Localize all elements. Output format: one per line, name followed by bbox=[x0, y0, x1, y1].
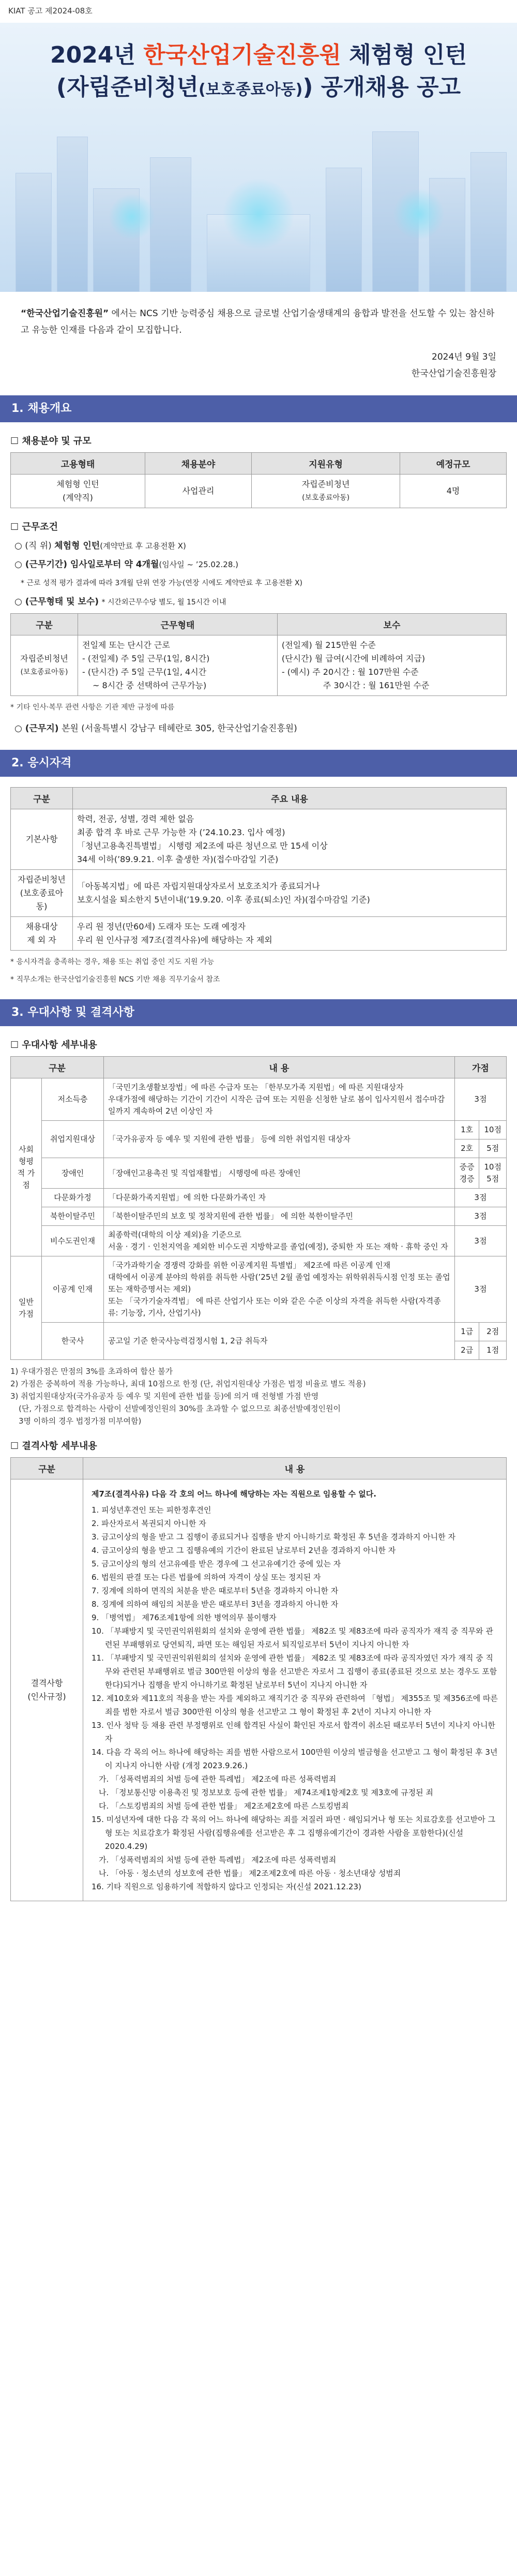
cell: 1급 bbox=[454, 1323, 479, 1341]
cell: 「국가과학기술 경쟁력 강화를 위한 이공계지원 특별법」 제2조에 따른 이공계 인재 대학에서 이공계 분야의 학위를 취득한 사람(’25년 2월 졸업 예정자는 위학위취득시점 인정 또는 졸업 또는 재학증명서는 제외) 또는 「국가기술자격법」 에 따른 산업기사 또는 이와 같은 수준 이상의 자격을 취득한 사람(자격종류: 기능장, 기사, 산업기사) bbox=[104, 1256, 455, 1323]
cell: 저소득층 bbox=[42, 1078, 104, 1121]
cell: 다문화가정 bbox=[42, 1189, 104, 1207]
cell: 1점 bbox=[479, 1341, 507, 1360]
hero-glow bbox=[222, 178, 295, 250]
cell: 2호 bbox=[454, 1139, 479, 1158]
notice-number: KIAT 공고 제2024-08호 bbox=[8, 6, 93, 16]
cell: 10점 5점 bbox=[479, 1158, 507, 1189]
cell: 10점 bbox=[479, 1121, 507, 1139]
disqualification-table bbox=[10, 1457, 507, 1901]
hero-building bbox=[150, 157, 191, 292]
cell: 체험형 인턴 (계약직) bbox=[11, 475, 145, 508]
period-note: * 근로 성적 평가 결과에 따라 3개월 단위 연장 가능(연장 시에도 계약만료 후 고용전환 X) bbox=[21, 579, 303, 587]
cell: 최종학력(대학의 이상 제외)을 기준으로 서울 · 경기 · 인천지역을 제외한 비수도권 지방학교를 졸업(예정), 중퇴한 자 또는 재학 · 휴학 중인 자 bbox=[104, 1226, 455, 1256]
cell: 「다문화가족지원법」에 의한 다문화가족인 자 bbox=[104, 1189, 455, 1207]
list-item: 4. 금고이상의 형을 받고 그 집행유예의 기간이 완료된 날로부터 2년을 경과하지 아니한 자 bbox=[92, 1546, 396, 1555]
section-2-header: 2. 응시자격 bbox=[0, 750, 517, 777]
cell: 「아동복지법」에 따른 자립지원대상자로서 보호조치가 종료되거나 보호시설을 퇴소한지 5년이내(’19.9.20. 이후 종료(퇴소)인 자)(접수마감일 기준) bbox=[73, 870, 507, 917]
cell: 2점 bbox=[479, 1323, 507, 1341]
cell: 3점 bbox=[454, 1207, 506, 1226]
cell: (전일제) 월 215만원 수준 (단시간) 월 급여(시간에 비례하여 지급) - (예시) 주 20시간 : 월 107만원 수준 주 30시간 : 월 161만원 수준 bbox=[277, 635, 506, 696]
list-item: 11. 「부패방지 및 국민권익위원회의 설치와 운영에 관한 법률」 제82조 및 제83조에 따라 공직자였던 자가 재직 중 직무와 관련된 부패행위로 벌금 300만원 이상의 형을 선고받은 자로서 그 집행이 종료(종료된 것으로 보는 경우도 포함한다)되거나 집행을 받지 아니하기로 확정된 날로부터 5년이 지나지 아니한 자 bbox=[92, 1653, 497, 1690]
cell: 전일제 또는 단시간 근로 - (전일제) 주 5일 근무(1일, 8시간) - (단시간) 주 5일 근무(1일, 4시간 ~ 8시간 중 선택하여 근무가능) bbox=[78, 635, 278, 696]
hero-building bbox=[470, 152, 507, 292]
cell: 중증 경증 bbox=[454, 1158, 479, 1189]
period-line: ○ (근무기간) 임사일로부터 약 4개월(임사일 ~ ’25.02.28.) bbox=[14, 559, 238, 570]
list-item: 1. 피성년후견인 또는 피한정후견인 bbox=[92, 1505, 211, 1515]
list-item: 12. 제10호와 제11호의 적용을 받는 자를 제외하고 재직기간 중 직무와 관련하여 「형법」 제355조 및 제356조에 따른 죄를 범한 자로서 벌금 300만원 이상의 형을 선고받고 그 형이 확정된 후 2년이 지나지 아니한 자 bbox=[92, 1694, 498, 1716]
hero-glow bbox=[109, 194, 155, 240]
cell: 「북한이탈주민의 보호 및 정착지원에 관한 법률」 에 의한 북한이탈주민 bbox=[104, 1207, 455, 1226]
position-line: ○ (직 위) 체험형 인턴(계약만료 후 고용전환 X) bbox=[14, 541, 186, 551]
list-item: 6. 법원의 판결 또는 다른 법률에 의하여 자격이 상실 또는 정지된 자 bbox=[92, 1573, 321, 1582]
hero-building bbox=[16, 173, 52, 292]
th: 예정규모 bbox=[400, 453, 507, 475]
th: 구분 bbox=[11, 1458, 83, 1479]
cell: 이공계 인재 bbox=[42, 1256, 104, 1323]
preference-notes: 1) 우대가점은 만점의 3%를 초과하여 합산 불가 2) 가점은 중복하여 적용 가능하나, 최대 10점으로 한정 (단, 취업지원대상 가점은 법정 비율로 별도 적용) 3) 취업지원대상자(국가유공자 등 예우 및 지원에 관한 법률 등)에 의거 매 전형별 가점 반영 (단, 가점으로 합격하는 사람이 선발예정인원의 30%를 초과할 수 없으므로 최종선발예정인원이 3명 이하의 경우 법정가점 미부여함) bbox=[10, 1367, 366, 1426]
hero-building bbox=[326, 168, 362, 292]
cell: 장애인 bbox=[42, 1158, 104, 1189]
cell: 학력, 전공, 성별, 경력 제한 없음 최종 합격 후 바로 근무 가능한 자 (’24.10.23. 입사 예정) 「청년고용촉진특별법」 시행령 제2조에 따른 청년으로 만 15세 이상 34세 이하(’89.9.21. 이후 출생한 자)(접수마감일 기준) bbox=[73, 809, 507, 870]
th: 채용분야 bbox=[145, 453, 251, 475]
cell: 공고일 기준 한국사능력검정시험 1, 2급 취득자 bbox=[104, 1323, 455, 1360]
th: 구분 bbox=[11, 1057, 104, 1078]
th: 고용형태 bbox=[11, 453, 145, 475]
cell: 비수도권인재 bbox=[42, 1226, 104, 1256]
group-social: 사회 형평적 가점 bbox=[11, 1078, 42, 1256]
th: 구분 bbox=[11, 788, 73, 809]
th: 주요 내용 bbox=[73, 788, 507, 809]
hr-note: * 기타 인사·복무 관련 사항은 기관 제반 규정에 따름 bbox=[10, 703, 175, 712]
cell: 자립준비청년 (보호종료아동) bbox=[11, 870, 73, 917]
list-item: 가. 「성폭력범죄의 처벌 등에 관한 특례법」 제2조에 따른 성폭력범죄 bbox=[99, 1774, 337, 1784]
list-item: 16. 기타 직원으로 임용하기에 적합하지 않다고 인정되는 자(신설 2021.12.23) bbox=[92, 1882, 361, 1891]
work-pay-line: ○ (근무형태 및 보수) * 시간외근무수당 별도, 월 15시간 이내 bbox=[14, 597, 226, 607]
cell: 3점 bbox=[454, 1078, 506, 1121]
cell: 한국사 bbox=[42, 1323, 104, 1360]
list-item: 9. 「병역법」 제76조제1항에 의한 병역의무 불이행자 bbox=[92, 1613, 277, 1622]
announcement-date: 2024년 9월 3일 bbox=[432, 352, 496, 362]
th: 내 용 bbox=[104, 1057, 455, 1078]
cell: 4명 bbox=[400, 475, 507, 508]
cell: 「국가유공자 등 예우 및 지원에 관한 법률」 등에 의한 취업지원 대상자 bbox=[104, 1121, 455, 1158]
cell: 우리 원 정년(만60세) 도래자 또는 도래 예정자 우리 원 인사규정 제7조(결격사유)에 해당하는 자 제외 bbox=[73, 917, 507, 951]
th: 내 용 bbox=[83, 1458, 507, 1479]
hero-title-line-1: 2024년 한국산업기술진흥원 체험형 인턴 bbox=[50, 42, 467, 68]
eligibility-note: * 직무소개는 한국산업기술진흥원 NCS 기반 채용 직무기술서 참조 bbox=[10, 975, 220, 984]
list-item: 5. 금고이상의 형의 선고유예를 받은 경우에 그 선고유예기간 중에 있는 자 bbox=[92, 1559, 341, 1568]
recruit-table bbox=[10, 452, 507, 508]
list-item: 15. 미성년자에 대한 다음 각 목의 어느 하나에 해당하는 죄를 저질러 파면 · 해임되거나 형 또는 치료감호를 선고받아 그 형 또는 치료감호가 확정된 사람(집행유예를 선고받은 후 그 집행유예기간이 경과한 사람을 포함한다)(신설 2020.4.29) bbox=[92, 1815, 495, 1851]
disqualification-content: 제7조(결격사유) 다음 각 호의 어느 하나에 해당하는 자는 직원으로 임용할 수 없다. 1. 피성년후견인 또는 피한정후견인 2. 파산자로서 복권되지 아니한 자 3. 금고이상의 형을 받고 그 집행이 종료되거나 집행을 받지 아니하기로 확정된 후 5년을 경과하지 아니한 자 4. 금고이상의 형을 받고 그 집행유예의 기간이 완료된 날로부터 2년을 경과하지 아니한 자 5. 금고이상의 형의 선고유예를 받은 경우에 그 선고유예기간 중에 있는 자 6. 법원의 판결 또는 다른 법률에 의하여 자격이 상실 또는 정지된 자 7. 징계에 의하여 면직의 처분을 받은 때로부터 5년을 경과하지 아니한 자 8. 징계에 의하여 해임의 처분을 받은 때로부터 3년을 경과하지 아니한 자 9. 「병역법」 제76조제1항에 의한 병역의무 불이행자 10. 「부패방지 및 국민권익위원회의 설치와 운영에 관한 법률」 제82조 및 제83조에 따라 공직자가 재직 중 직무와 관련된 부패행위로 당연퇴직, 파면 또는 해임된 자로서 퇴직일로부터 5년이 지나지 아니한 자 11. 「부패방지 및 국민권익위원회의 설치와 운영에 관한 법률」 제82조 및 제83조에 따라 공직자였던 자가 재직 중 직무와 관련된 부패행위로 벌금 300만원 이상의 형을 선고받은 자로서 그 집행이 종료(종료된 것으로 보는 경우도 포함한다)되거나 집행을 받지 아니하기로 확정된 날로부터 5년이 지나지 아니한 자 12. 제10호와 제11호의 적용을 받는 자를 제외하고 재직기간 중 직무와 관련하여 「형법」 제355조 및 제356조에 따른 죄를 범한 자로서 벌금 300만원 이상의 형을 선고받고 그 형이 확정된 후 2년이 지나지 아니한 자 13. 인사 청탁 등 채용 관련 부정행위로 인해 합격된 사실이 확인된 자로서 합격이 취소된 때로부터 5년이 지나지 아니한 자 14. 다음 각 목의 어느 하나에 해당하는 죄를 범한 사람으로서 100만원 이상의 벌금형을 선고받고 그 형이 확정된 후 3년이 지나지 아니한 사람 (개정 2023.9.26.) 가. 「성폭력범죄의 처벌 등에 관한 특례법」 제2조에 따른 성폭력범죄 나. 「정보통신망 이용촉진 및 정보보호 등에 관한 법률」 제74조제1항제2호 및 제3호에 규정된 죄 다. 「스토킹범죄의 처벌 등에 관한 법률」 제2조제2호에 따른 스토킹범죄 15. 미성년자에 대한 다음 각 목의 어느 하나에 해당하는 죄를 저질러 파면 · 해임되거나 형 또는 치료감호를 선고받아 그 형 또는 치료감호가 확정된 사람(집행유예를 선고받은 후 그 집행유예기간이 경과한 사람을 포함한다)(신설 2020.4.29) 가. 「성폭력범죄의 처벌 등에 관한 특례법」 제2조에 따른 성폭력범죄 나. 「아동 · 청소년의 성보호에 관한 법률」 제2조제2호에 따른 아동 · 청소년대상 성범죄 16. 기타 직원으로 임용하기에 적합하지 않다고 인정되는 자(신설 2021.12.23) bbox=[83, 1479, 507, 1901]
eligibility-table bbox=[10, 787, 507, 951]
list-item: 14. 다음 각 목의 어느 하나에 해당하는 죄를 범한 사람으로서 100만원 이상의 벌금형을 선고받고 그 형이 확정된 후 3년이 지나지 아니한 사람 (개정 2023.9.26.) bbox=[92, 1748, 498, 1770]
section-1-header: 1. 채용개요 bbox=[0, 395, 517, 422]
cell: 3점 bbox=[454, 1226, 506, 1256]
sub-conditions: ☐ 근무조건 bbox=[10, 522, 58, 532]
preference-table bbox=[10, 1056, 507, 1360]
th: 가점 bbox=[454, 1057, 506, 1078]
cell: 사업관리 bbox=[145, 475, 251, 508]
cell: 1호 bbox=[454, 1121, 479, 1139]
th: 보수 bbox=[277, 614, 506, 635]
cell: 3점 bbox=[454, 1256, 506, 1323]
list-item: 13. 인사 청탁 등 채용 관련 부정행위로 인해 합격된 사실이 확인된 자로서 합격이 취소된 때로부터 5년이 지나지 아니한 자 bbox=[92, 1721, 495, 1743]
list-item: 3. 금고이상의 형을 받고 그 집행이 종료되거나 집행을 받지 아니하기로 확정된 후 5년을 경과하지 아니한 자 bbox=[92, 1532, 455, 1542]
eligibility-note: * 응시자격을 충족하는 경우, 채용 또는 취업 중인 지도 지원 가능 bbox=[10, 958, 215, 966]
list-item: 가. 「성폭력범죄의 처벌 등에 관한 특례법」 제2조에 따른 성폭력범죄 bbox=[99, 1855, 337, 1864]
cell: 취업지원대상 bbox=[42, 1121, 104, 1158]
workplace-line: ○ (근무지) 본원 (서울특별시 강남구 테헤란로 305, 한국산업기술진흥원) bbox=[14, 723, 297, 734]
th: 지원유형 bbox=[252, 453, 400, 475]
section-3-header: 3. 우대사항 및 결격사항 bbox=[0, 999, 517, 1026]
cell: 자립준비청년 (보호종료아동) bbox=[11, 635, 78, 696]
list-item: 다. 「스토킹범죄의 처벌 등에 관한 법률」 제2조제2호에 따른 스토킹범죄 bbox=[99, 1801, 349, 1811]
hero-glow bbox=[393, 188, 445, 240]
cell: 5점 bbox=[479, 1139, 507, 1158]
sub-recruit-scale: ☐ 채용분야 및 규모 bbox=[10, 436, 92, 447]
list-item: 나. 「아동 · 청소년의 성보호에 관한 법률」 제2조제2호에 따른 아동 · 청소년대상 성범죄 bbox=[99, 1869, 401, 1878]
list-item: 10. 「부패방지 및 국민권익위원회의 설치와 운영에 관한 법률」 제82조 및 제83조에 따라 공직자가 재직 중 직무와 관련된 부패행위로 당연퇴직, 파면 또는 해임된 자로서 퇴직일로부터 5년이 지나지 아니한 자 bbox=[92, 1626, 493, 1649]
disqualification-list bbox=[92, 1503, 498, 1893]
hero-banner bbox=[0, 23, 517, 292]
cell: 2급 bbox=[454, 1341, 479, 1360]
th: 구분 bbox=[11, 614, 78, 635]
list-item: 2. 파산자로서 복권되지 아니한 자 bbox=[92, 1519, 206, 1528]
th: 근무형태 bbox=[78, 614, 278, 635]
sub-disqualification: ☐ 결격사항 세부내용 bbox=[10, 1441, 97, 1452]
hero-building bbox=[57, 137, 88, 292]
cell: 「국민기초생활보장법」에 따른 수급자 또는 「한부모가족 지원법」에 따른 지원대상자 우대가점에 해당하는 기간이 기간이 시작은 급여 또는 지원을 신청한 날로 봄이 입사지원서 접수마감일까지 계속하여 2년 이상인 자 bbox=[104, 1078, 455, 1121]
hero-title-line-2: (자립준비청년(보호종료아동)) 공개채용 공고 bbox=[56, 74, 461, 100]
cell: 자립준비청년 (보호종료아동) bbox=[252, 475, 400, 508]
sub-preference: ☐ 우대사항 세부내용 bbox=[10, 1040, 97, 1050]
cell: 북한이탈주민 bbox=[42, 1207, 104, 1226]
cell: 3점 bbox=[454, 1189, 506, 1207]
announcer: 한국산업기술진흥원장 bbox=[411, 368, 496, 379]
cell: 「장애인고용촉진 및 직업재활법」 시행령에 따른 장애인 bbox=[104, 1158, 455, 1189]
cell: 결격사항 (인사규정) bbox=[11, 1479, 83, 1901]
work-pay-table bbox=[10, 613, 507, 696]
group-general: 일반 가점 bbox=[11, 1256, 42, 1360]
list-item: 7. 징계에 의하여 면직의 처분을 받은 때로부터 5년을 경과하지 아니한 자 bbox=[92, 1586, 339, 1595]
list-item: 나. 「정보통신망 이용촉진 및 정보보호 등에 관한 법률」 제74조제1항제2호 및 제3호에 규정된 죄 bbox=[99, 1788, 433, 1797]
cell: 기본사항 bbox=[11, 809, 73, 870]
list-item: 8. 징계에 의하여 해임의 처분을 받은 때로부터 3년을 경과하지 아니한 자 bbox=[92, 1600, 339, 1609]
cell: 채용대상 제 외 자 bbox=[11, 917, 73, 951]
intro-text: “한국산업기술진흥원” 에서는 NCS 기반 능력중심 채용으로 글로벌 산업기술생태계의 융합과 발전을 선도할 수 있는 참신하고 유능한 인재를 다음과 같이 모집합니다. bbox=[21, 308, 495, 335]
